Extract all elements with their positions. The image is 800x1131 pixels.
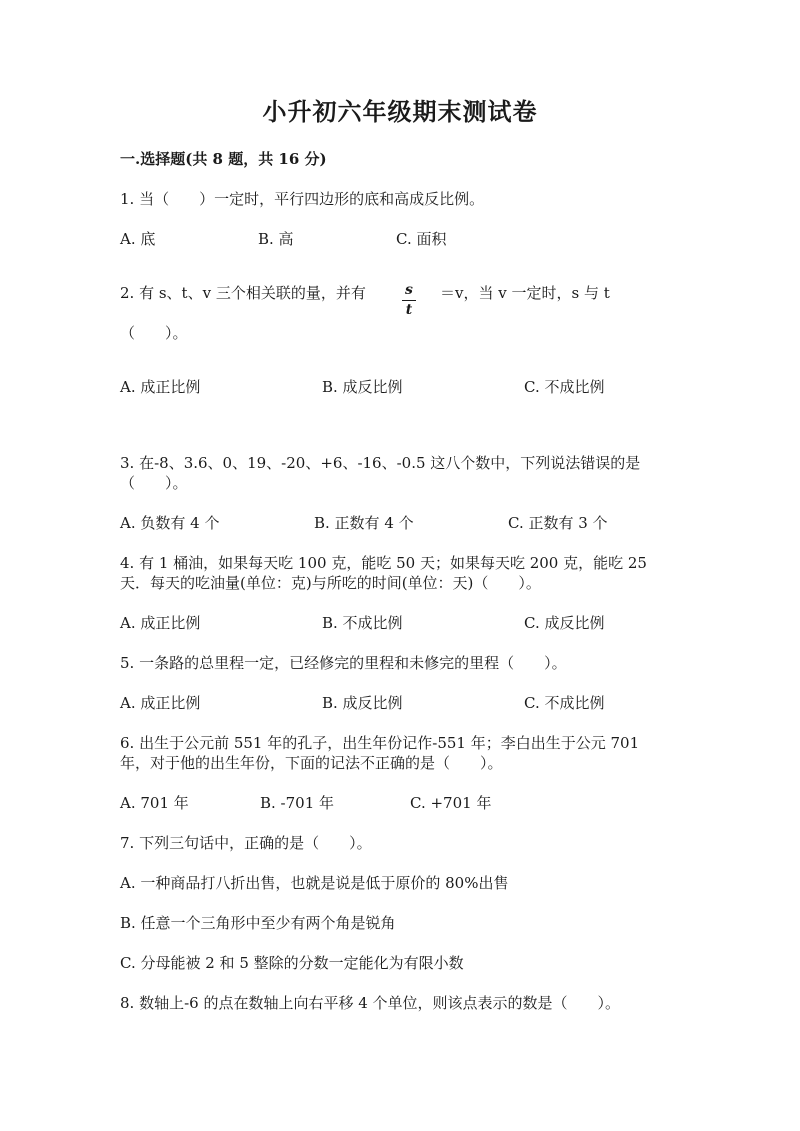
question-4-line1: 4. 有 1 桶油，如果每天吃 100 克，能吃 50 天；如果每天吃 200 克，能吃 25 (120, 554, 647, 572)
fraction-numerator: s (405, 282, 413, 298)
fraction-s-over-t (400, 283, 418, 318)
q3-option-a: A. 负数有 4 个 (120, 514, 220, 532)
q2-option-c: C. 不成比例 (524, 378, 605, 396)
q6-option-c: C. +701 年 (410, 794, 492, 812)
q6-option-a: A. 701 年 (120, 794, 189, 812)
question-4-line2: 天．每天的吃油量(单位：克)与所吃的时间(单位：天)（ ）。 (120, 574, 541, 592)
question-5: 5. 一条路的总里程一定，已经修完的里程和未修完的里程（ ）。 (120, 654, 567, 672)
question-8: 8. 数轴上-6 的点在数轴上向右平移 4 个单位，则该点表示的数是（ ）。 (120, 994, 621, 1012)
q6-option-b: B. -701 年 (260, 794, 335, 812)
fraction-denominator: t (405, 302, 413, 318)
question-1: 1. 当（ ）一定时，平行四边形的底和高成反比例。 (120, 190, 485, 208)
q4-option-a: A. 成正比例 (120, 614, 201, 632)
question-2-part1: 2. 有 s、t、v 三个相关联的量，并有 (120, 284, 366, 302)
q3-option-c: C. 正数有 3 个 (508, 514, 608, 532)
q2-option-b: B. 成反比例 (322, 378, 403, 396)
question-7: 7. 下列三句话中，正确的是（ ）。 (120, 834, 372, 852)
fraction-bar (402, 300, 416, 301)
q5-option-c: C. 不成比例 (524, 694, 605, 712)
section-heading: 一.选择题(共 8 题，共 16 分) (120, 150, 327, 168)
q4-option-b: B. 不成比例 (322, 614, 403, 632)
question-2-blank: （ ）。 (120, 324, 188, 342)
question-3-line2: （ ）。 (120, 474, 188, 492)
page-title: 小升初六年级期末测试卷 (262, 97, 538, 126)
q3-option-b: B. 正数有 4 个 (314, 514, 414, 532)
q5-option-b: B. 成反比例 (322, 694, 403, 712)
q7-option-b: B. 任意一个三角形中至少有两个角是锐角 (120, 914, 396, 932)
q5-option-a: A. 成正比例 (120, 694, 201, 712)
question-6-line2: 年，对于他的出生年份，下面的记法不正确的是（ ）。 (120, 754, 503, 772)
q1-option-b: B. 高 (258, 230, 294, 248)
q7-option-c: C. 分母能被 2 和 5 整除的分数一定能化为有限小数 (120, 954, 464, 972)
q7-option-a: A. 一种商品打八折出售，也就是说是低于原价的 80%出售 (120, 874, 509, 892)
q1-option-c: C. 面积 (396, 230, 447, 248)
q4-option-c: C. 成反比例 (524, 614, 605, 632)
question-6-line1: 6. 出生于公元前 551 年的孔子，出生年份记作-551 年；李白出生于公元 701 (120, 734, 640, 752)
question-3-line1: 3. 在-8、3.6、0、19、-20、+6、-16、-0.5 这八个数中，下列说法错误的是 (120, 454, 641, 472)
q2-option-a: A. 成正比例 (120, 378, 201, 396)
question-2-part2: ＝v，当 v 一定时，s 与 t (440, 284, 610, 302)
q1-option-a: A. 底 (120, 230, 156, 248)
